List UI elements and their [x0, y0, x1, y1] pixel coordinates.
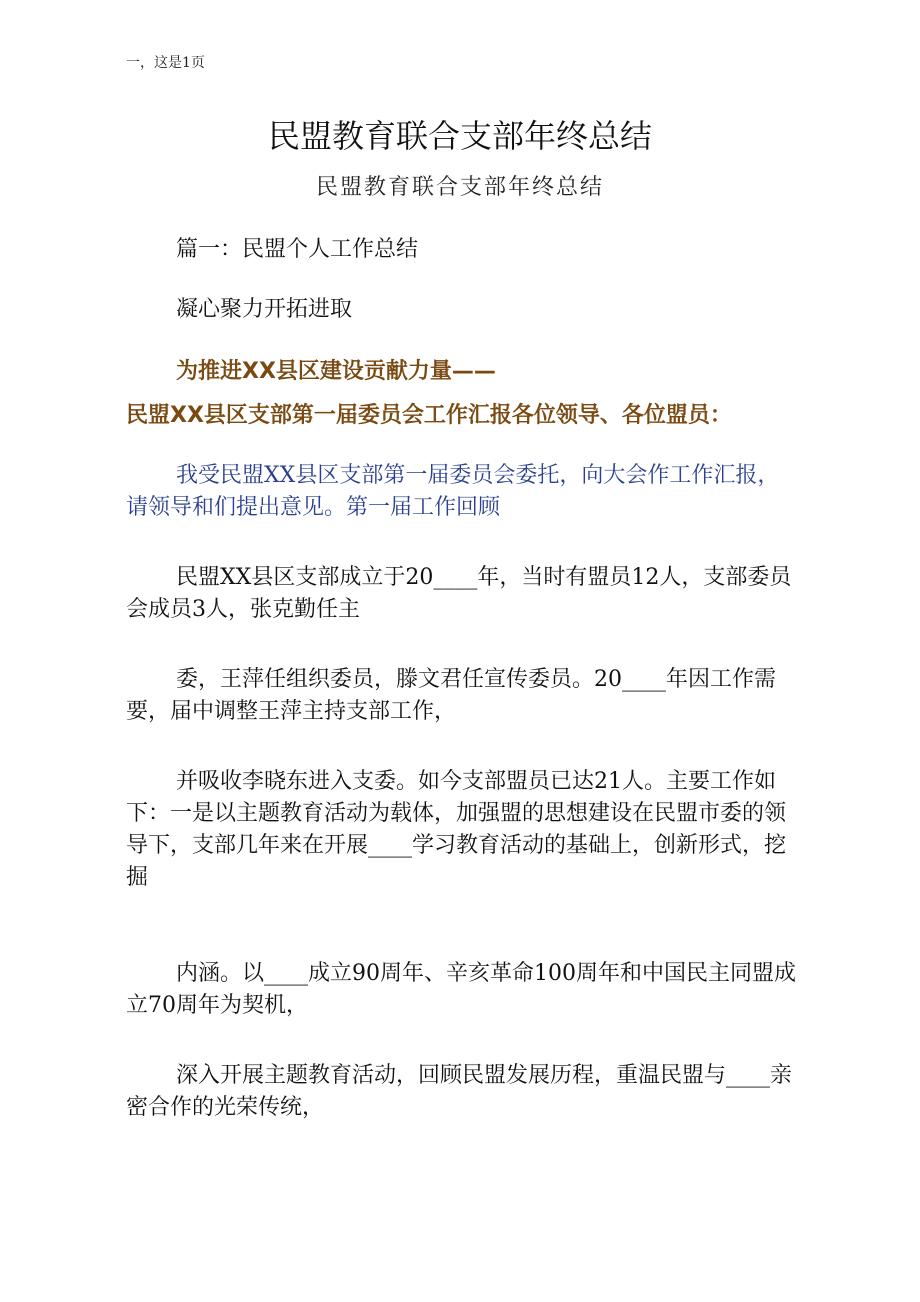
highlight-line-1: 为推进XX县区建设贡献力量——: [176, 359, 496, 384]
section-heading: 篇一：民盟个人工作总结: [176, 237, 419, 262]
body-paragraph-3: 并吸收李晓东进入支委。如今支部盟员已达21人。主要工作如下：一是以主题教育活动为载体，加强盟的思想建设在民盟市委的领导下，支部几年来在开展____学习教育活动的基础上，创新形式，挖掘: [126, 769, 787, 890]
paragraph-heading: 凝心聚力开拓进取: [176, 297, 353, 322]
body-paragraph-2: 委，王萍任组织委员，滕文君任宣传委员。20____年因工作需要，届中调整王萍主持支部工作，: [126, 667, 776, 724]
highlight-line-2: 民盟XX县区支部第一届委员会工作汇报各位领导、各位盟员：: [126, 403, 732, 428]
document-title: 民盟教育联合支部年终总结: [267, 117, 652, 155]
blue-paragraph: 我受民盟XX县区支部第一届委员会委托，向大会作工作汇报，请领导和们提出意见。第一届工作回顾: [126, 463, 780, 520]
page-header-note: 一，这是1页: [126, 55, 205, 71]
body-paragraph-5: 深入开展主题教育活动，回顾民盟发展历程，重温民盟与____亲密合作的光荣传统，: [126, 1063, 793, 1120]
body-paragraph-4: 内涵。以____成立90周年、辛亥革命100周年和中国民主同盟成立70周年为契机，: [126, 961, 796, 1018]
document-subtitle: 民盟教育联合支部年终总结: [315, 175, 604, 200]
body-paragraph-1: 民盟XX县区支部成立于20____年，当时有盟员12人，支部委员会成员3人，张克勤任主: [126, 565, 792, 622]
